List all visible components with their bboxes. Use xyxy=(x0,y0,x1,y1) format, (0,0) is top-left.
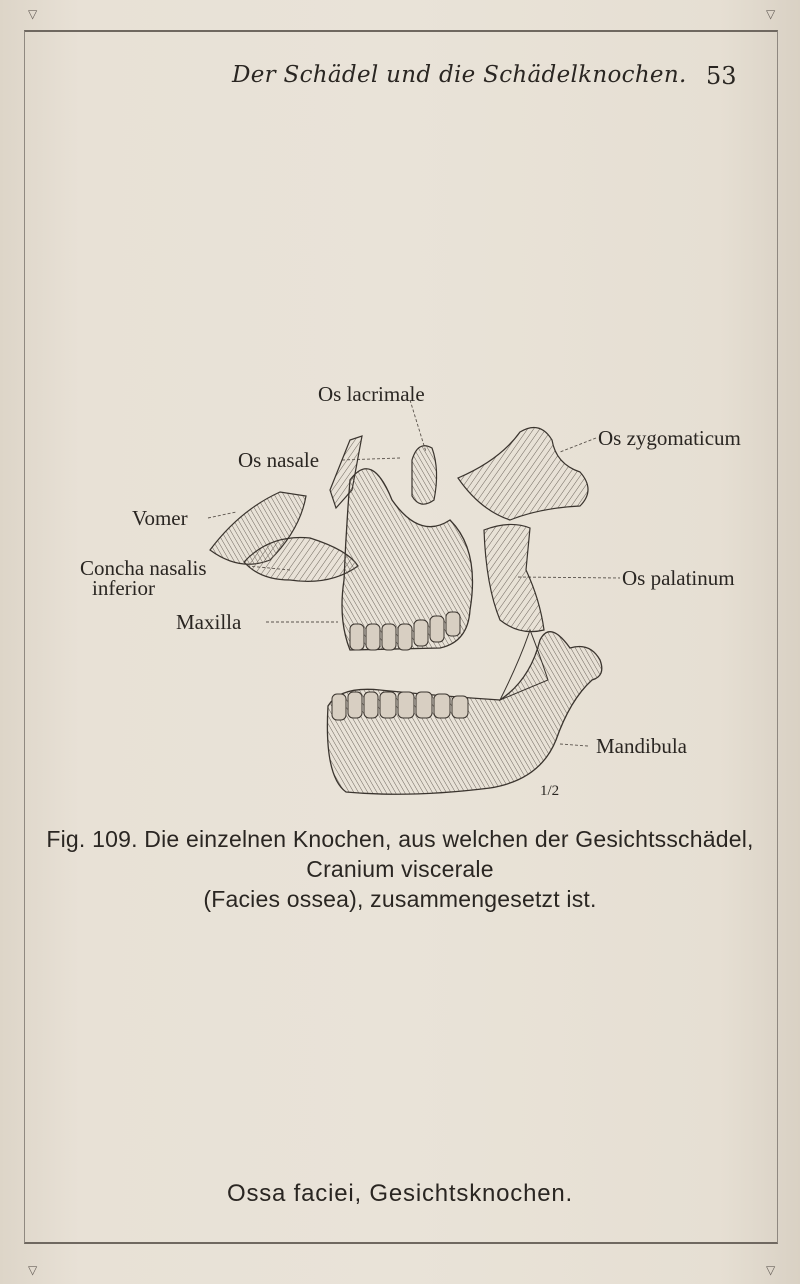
label-concha-nasalis: Concha nasalis xyxy=(80,556,207,580)
os-palatinum-shape xyxy=(484,524,544,631)
os-zygomaticum-shape xyxy=(458,428,588,521)
label-os-palatinum: Os palatinum xyxy=(622,566,735,590)
label-vomer: Vomer xyxy=(132,506,188,530)
skull-bones-figure xyxy=(0,380,800,820)
caption-line-1: Fig. 109. Die einzelnen Knochen, aus welchen der Gesichtsschädel, Cranium viscerale xyxy=(46,826,754,882)
crop-mark-top-right: ▽ xyxy=(766,7,776,21)
running-header: Der Schädel und die Schädelknochen. xyxy=(232,62,687,88)
figure-caption xyxy=(40,824,760,914)
mandibula-teeth xyxy=(332,692,468,720)
page-number: 53 xyxy=(706,62,737,90)
scale-note: 1/2 xyxy=(540,783,560,799)
caption-line-2: (Facies ossea), zusammengesetzt ist. xyxy=(203,886,597,912)
label-mandibula: Mandibula xyxy=(596,734,687,758)
os-lacrimale-shape xyxy=(412,446,437,504)
plate-title: Ossa faciei, Gesichtsknochen. xyxy=(226,1180,574,1207)
label-concha-inferior: inferior xyxy=(92,576,155,600)
label-maxilla: Maxilla xyxy=(176,610,242,634)
crop-mark-bottom-left: ▽ xyxy=(28,1263,38,1277)
label-os-nasale: Os nasale xyxy=(238,448,320,472)
label-os-lacrimale: Os lacrimale xyxy=(318,382,425,406)
label-os-zygomaticum: Os zygomaticum xyxy=(598,426,741,450)
crop-mark-top-left: ▽ xyxy=(28,7,38,21)
crop-mark-bottom-right: ▽ xyxy=(766,1263,776,1277)
